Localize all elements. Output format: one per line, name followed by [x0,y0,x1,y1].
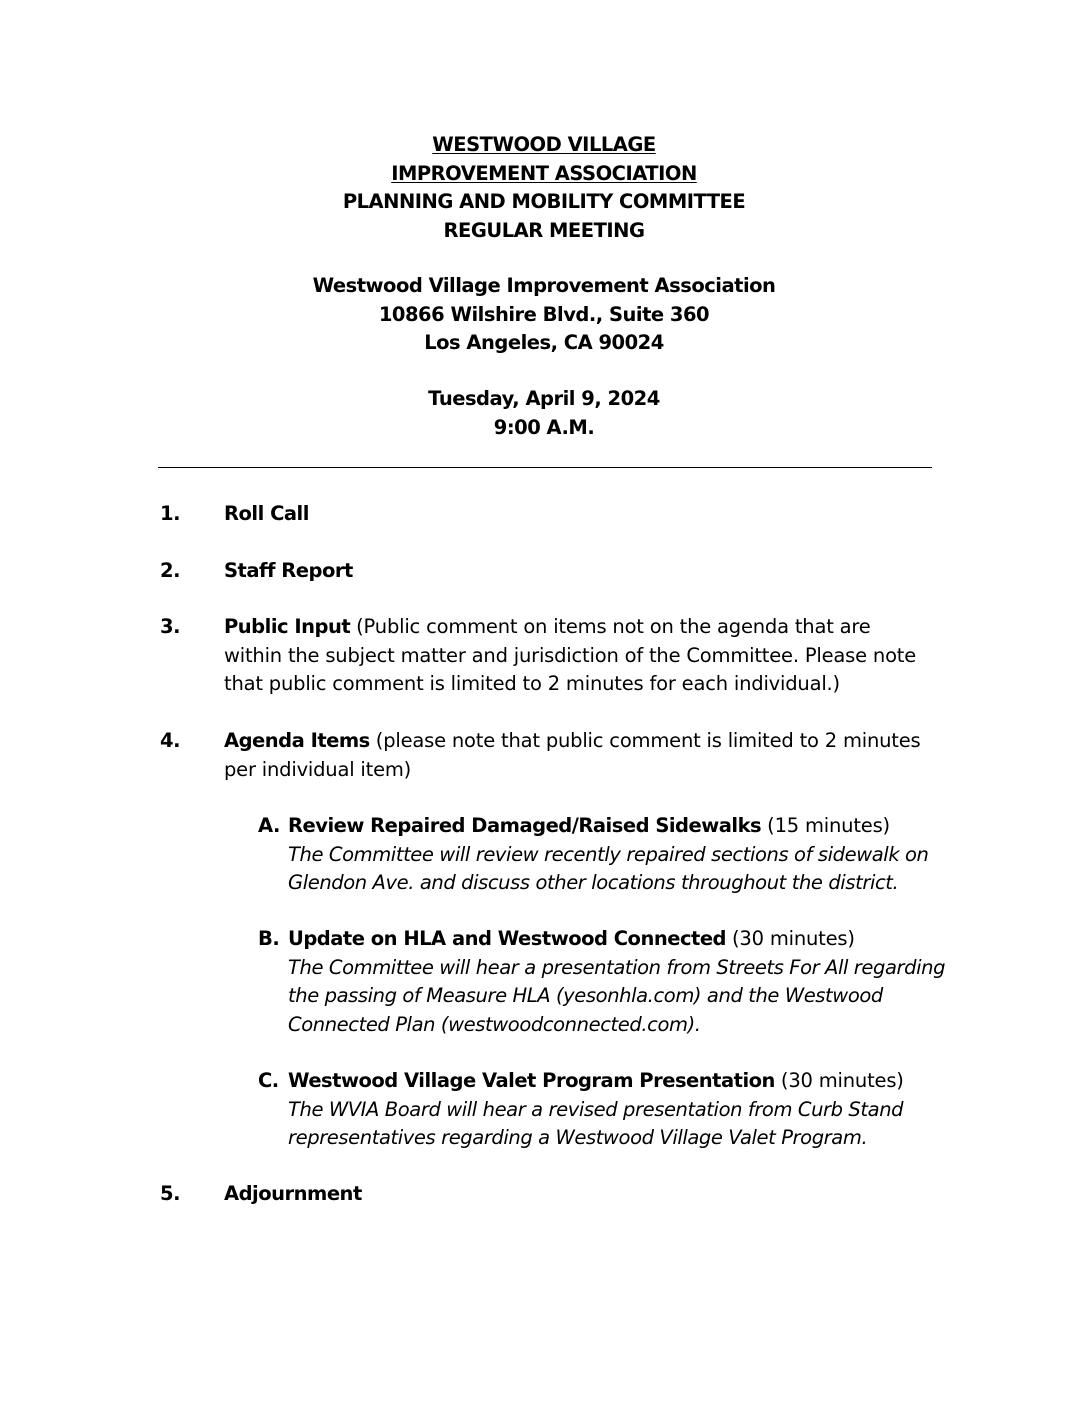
agenda-item-number: 4. [160,729,180,752]
subitem-description: The Committee will review recently repaired sections of sidewalk on Glendon Ave. and discuss other locations throughout the district. [288,842,929,894]
document-header [0,131,1088,245]
subitem-letter: B. [258,927,280,950]
agenda-subitem-valet-program [258,1067,948,1153]
agenda-item-title: Agenda Items [224,729,370,752]
agenda-item-title: Adjournment [224,1182,362,1205]
address-org: Westwood Village Improvement Association [312,274,776,297]
agenda-item-staff-report [158,557,948,586]
agenda-item-roll-call [158,500,948,529]
subitem-duration: (30 minutes) [726,927,855,950]
agenda-subitem-sidewalks [258,812,948,898]
agenda-item-title: Roll Call [224,502,309,525]
meeting-date: Tuesday, April 9, 2024 [428,387,660,410]
agenda-item-number: 5. [160,1182,180,1205]
meeting-address [0,272,1088,358]
agenda-item-number: 1. [160,502,180,525]
address-city: Los Angeles, CA 90024 [424,331,664,354]
subitem-title: Westwood Village Valet Program Presentation [288,1069,775,1092]
agenda-item-number: 3. [160,615,180,638]
agenda-item-note: (please note that public comment is limited to 2 minutes per individual item) [224,729,921,781]
agenda-item-public-input [158,613,948,699]
agenda-item-note: (Public comment on items not on the agenda that are within the subject matter and jurisdiction of the Committee. Please note that public comment is limited to 2 minutes for each individual.) [224,615,917,695]
agenda-item-agenda-items [158,727,948,784]
horizontal-divider [158,467,932,468]
meeting-time: 9:00 A.M. [493,415,595,439]
subitem-letter: A. [258,814,280,837]
header-org-line1: WESTWOOD VILLAGE [432,133,656,156]
agenda-subitem-hla-westwood-connected [258,925,948,1039]
header-org-line2: IMPROVEMENT ASSOCIATION [391,161,697,185]
subitem-title: Update on HLA and Westwood Connected [288,927,727,950]
meeting-datetime [0,385,1088,442]
agenda-item-number: 2. [160,559,180,582]
header-meeting-type: REGULAR MEETING [443,218,645,242]
subitem-duration: (15 minutes) [761,814,890,837]
agenda-item-title: Public Input [224,615,351,638]
agenda-item-title: Staff Report [224,559,353,582]
agenda-item-adjournment [158,1180,948,1209]
subitem-title: Review Repaired Damaged/Raised Sidewalks [288,814,762,837]
address-street: 10866 Wilshire Blvd., Suite 360 [378,302,710,326]
header-committee: PLANNING AND MOBILITY COMMITTEE [342,190,746,213]
subitem-description: The WVIA Board will hear a revised presentation from Curb Stand representatives regarding a Westwood Village Valet Program. [288,1097,904,1149]
subitem-duration: (30 minutes) [774,1069,904,1092]
subitem-letter: C. [258,1069,279,1092]
subitem-description: The Committee will hear a presentation from Streets For All regarding the passing of Measure HLA (yesonhla.com) and the Westwood Connected Plan (westwoodconnected.com). [288,955,946,1036]
